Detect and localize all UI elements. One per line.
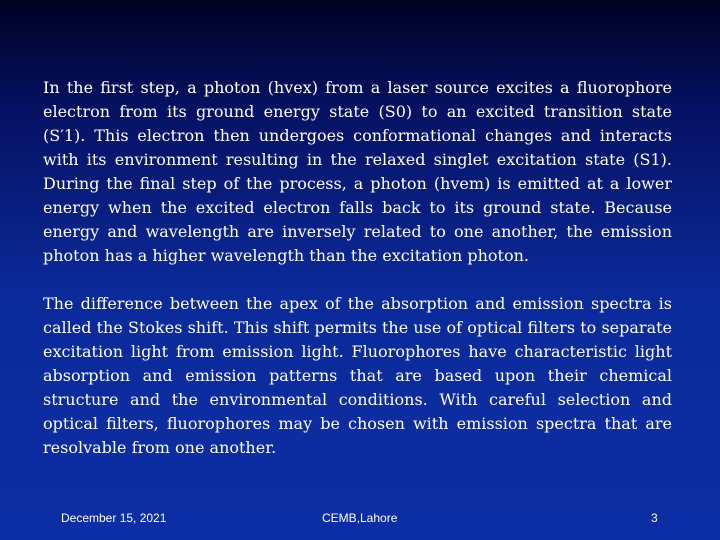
footer-organization: CEMB,Lahore (322, 511, 398, 525)
slide-body (43, 76, 672, 460)
footer-date: December 15, 2021 (61, 511, 167, 525)
paragraph-stokes-shift: The difference between the apex of the absorption and emission spectra is called the Stokes shift. This shift permits the use of optical filters to separate excitation light from emission light. Fluorophores have characteristic light absorption and emission patterns that are based upon their chemical structure and the environmental conditions. With careful selection and optical filters, fluorophores may be chosen with emission spectra that are resolvable from one another. (43, 294, 672, 457)
slide-number: 3 (651, 511, 658, 525)
paragraph-excitation-process: In the first step, a photon (hvex) from a laser source excites a fluorophore electron from its ground energy state (S0) to an excited transition state (S′1). This electron then undergoes conformational changes and interacts with its environment resulting in the relaxed singlet excitation state (S1). During the final step of the process, a photon (hvem) is emitted at a lower energy when the excited electron falls back to its ground state. Because energy and wavelength are inversely related to one another, the emission photon has a higher wavelength than the excitation photon. (43, 78, 672, 265)
